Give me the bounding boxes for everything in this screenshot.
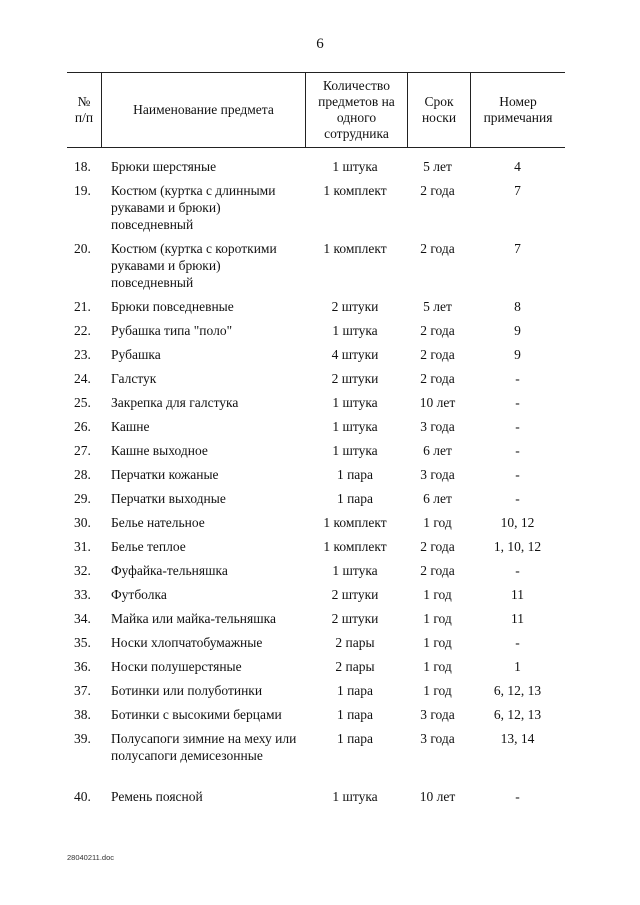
row-term: 2 года <box>420 563 455 578</box>
row-name: Кашне <box>111 419 150 434</box>
row-note: - <box>515 443 520 458</box>
row-note: - <box>515 563 520 578</box>
row-term: 2 года <box>420 347 455 362</box>
row-name: Брюки повседневные <box>111 299 234 314</box>
row-number: 20. <box>74 241 91 256</box>
row-term: 5 лет <box>423 159 452 174</box>
row-note: 9 <box>514 347 521 362</box>
row-name: Белье нательное <box>111 515 205 530</box>
row-quantity: 2 пары <box>335 659 375 674</box>
row-quantity: 1 пара <box>336 707 374 722</box>
row-name: Перчатки выходные <box>111 491 226 506</box>
row-term: 1 год <box>423 611 452 626</box>
row-quantity: 1 комплект <box>323 241 387 256</box>
row-number: 24. <box>74 371 91 386</box>
row-term: 2 года <box>420 241 455 256</box>
row-name: Закрепка для галстука <box>111 395 239 410</box>
row-number: 21. <box>74 299 91 314</box>
page-number: 6 <box>316 36 324 52</box>
row-number: 29. <box>74 491 91 506</box>
row-name: Костюм (куртка с длинными рукавами и брюки) повседневный <box>111 183 276 232</box>
row-name: Носки полушерстяные <box>111 659 242 674</box>
row-quantity: 1 штука <box>332 323 378 338</box>
row-note: 11 <box>511 611 524 626</box>
row-quantity: 1 пара <box>336 731 374 746</box>
row-term: 1 год <box>423 635 452 650</box>
row-name: Футболка <box>111 587 167 602</box>
header-quantity: Количество предметов на одного сотрудника <box>318 77 395 141</box>
row-term: 5 лет <box>423 299 452 314</box>
row-name: Галстук <box>111 371 157 386</box>
row-quantity: 1 штука <box>332 419 378 434</box>
row-name: Рубашка <box>111 347 161 362</box>
header-name: Наименование предмета <box>133 101 274 117</box>
row-note: - <box>515 467 520 482</box>
row-term: 3 года <box>420 707 455 722</box>
row-quantity: 1 штука <box>332 395 378 410</box>
row-note: 6, 12, 13 <box>493 683 542 698</box>
row-term: 1 год <box>423 659 452 674</box>
row-term: 2 года <box>420 183 455 198</box>
row-term: 3 года <box>420 731 455 746</box>
row-name: Ремень поясной <box>111 789 203 804</box>
row-number: 27. <box>74 443 91 458</box>
row-number: 28. <box>74 467 91 482</box>
row-number: 26. <box>74 419 91 434</box>
row-quantity: 2 штуки <box>331 611 379 626</box>
row-note: - <box>515 419 520 434</box>
row-number: 36. <box>74 659 91 674</box>
row-number: 25. <box>74 395 91 410</box>
row-number: 33. <box>74 587 91 602</box>
row-number: 35. <box>74 635 91 650</box>
row-quantity: 1 штука <box>332 789 378 804</box>
row-number: 38. <box>74 707 91 722</box>
row-name: Рубашка типа "поло" <box>111 323 233 338</box>
row-term: 10 лет <box>419 395 456 410</box>
row-number: 37. <box>74 683 91 698</box>
header-note: Номер примечания <box>483 93 553 125</box>
row-number: 31. <box>74 539 91 554</box>
row-quantity: 2 пары <box>335 635 375 650</box>
row-quantity: 1 комплект <box>323 183 387 198</box>
row-term: 6 лет <box>423 491 452 506</box>
row-note: - <box>515 371 520 386</box>
row-quantity: 1 пара <box>336 467 374 482</box>
row-note: - <box>515 491 520 506</box>
row-number: 22. <box>74 323 91 338</box>
row-name: Кашне выходное <box>111 443 208 458</box>
header-num: № п/п <box>74 93 94 125</box>
row-number: 18. <box>74 159 91 174</box>
row-name: Ботинки или полуботинки <box>111 683 263 698</box>
row-note: 7 <box>514 183 521 198</box>
row-number: 23. <box>74 347 91 362</box>
row-quantity: 2 штуки <box>331 371 379 386</box>
row-name: Ботинки с высокими берцами <box>111 707 282 722</box>
row-note: - <box>515 789 520 804</box>
row-note: 11 <box>511 587 524 602</box>
row-term: 1 год <box>423 683 452 698</box>
row-name: Полусапоги зимние на меху или полусапоги демисезонные <box>111 731 297 763</box>
row-name: Белье теплое <box>111 539 186 554</box>
row-quantity: 1 пара <box>336 491 374 506</box>
row-quantity: 1 штука <box>332 159 378 174</box>
row-name: Носки хлопчатобумажные <box>111 635 263 650</box>
row-number: 39. <box>74 731 91 746</box>
row-number: 19. <box>74 183 91 198</box>
row-quantity: 1 штука <box>332 563 378 578</box>
row-note: 13, 14 <box>500 731 535 746</box>
row-term: 2 года <box>420 323 455 338</box>
row-name: Костюм (куртка с короткими рукавами и брюки) повседневный <box>111 241 277 290</box>
row-note: 7 <box>514 241 521 256</box>
row-name: Фуфайка-тельняшка <box>111 563 228 578</box>
row-quantity: 2 штуки <box>331 587 379 602</box>
row-number: 30. <box>74 515 91 530</box>
row-term: 1 год <box>423 515 452 530</box>
row-quantity: 1 пара <box>336 683 374 698</box>
row-note: - <box>515 395 520 410</box>
row-quantity: 1 комплект <box>323 515 387 530</box>
row-note: 4 <box>514 159 521 174</box>
row-note: 6, 12, 13 <box>493 707 542 722</box>
row-note: 10, 12 <box>500 515 535 530</box>
row-quantity: 2 штуки <box>331 299 379 314</box>
row-term: 3 года <box>420 467 455 482</box>
row-name: Майка или майка-тельняшка <box>111 611 276 626</box>
row-note: 1 <box>514 659 521 674</box>
row-term: 2 года <box>420 539 455 554</box>
row-name: Перчатки кожаные <box>111 467 219 482</box>
row-term: 6 лет <box>423 443 452 458</box>
footer-filename: 28040211.doc <box>67 853 114 862</box>
row-number: 32. <box>74 563 91 578</box>
row-quantity: 1 комплект <box>323 539 387 554</box>
row-note: 8 <box>514 299 521 314</box>
row-term: 10 лет <box>419 789 456 804</box>
row-note: 1, 10, 12 <box>493 539 542 554</box>
row-quantity: 4 штуки <box>331 347 379 362</box>
row-number: 34. <box>74 611 91 626</box>
row-term: 2 года <box>420 371 455 386</box>
row-note: - <box>515 635 520 650</box>
header-term: Срок носки <box>421 93 457 125</box>
row-number: 40. <box>74 789 91 804</box>
row-name: Брюки шерстяные <box>111 159 217 174</box>
row-term: 3 года <box>420 419 455 434</box>
row-note: 9 <box>514 323 521 338</box>
row-quantity: 1 штука <box>332 443 378 458</box>
row-term: 1 год <box>423 587 452 602</box>
